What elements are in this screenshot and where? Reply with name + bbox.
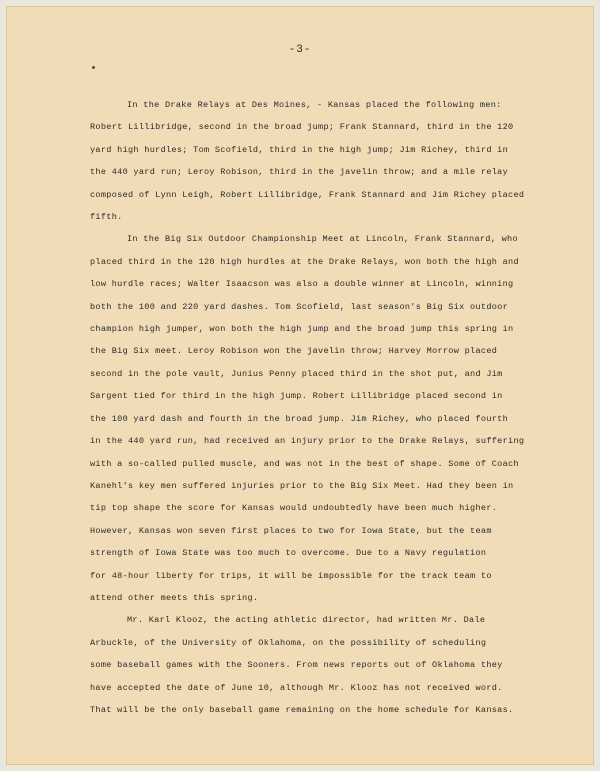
text-line: some baseball games with the Sooners. From news reports out of Oklahoma they xyxy=(90,660,503,671)
text-line: for 48-hour liberty for trips, it will be impossible for the track team to xyxy=(90,570,492,581)
text-line: the 440 yard run; Leroy Robison, third in the javelin throw; and a mile relay xyxy=(90,167,509,178)
ink-speck xyxy=(92,66,95,69)
document-page xyxy=(6,6,594,765)
text-line: Mr. Karl Klooz, the acting athletic director, had written Mr. Dale xyxy=(127,615,486,626)
text-line: in the 440 yard run, had received an injury prior to the Drake Relays, suffering xyxy=(90,436,525,447)
paragraph xyxy=(90,94,525,228)
body-text xyxy=(90,94,525,721)
text-line: have accepted the date of June 10, although Mr. Klooz has not received word. xyxy=(90,682,503,693)
text-line: Robert Lillibridge, second in the broad jump; Frank Stannard, third in the 120 xyxy=(90,122,514,133)
paragraph xyxy=(90,228,525,609)
text-line: That will be the only baseball game remaining on the home schedule for Kansas. xyxy=(90,704,514,715)
text-line: However, Kansas won seven first places to two for Iowa State, but the team xyxy=(90,525,492,536)
text-line: yard high hurdles; Tom Scofield, third in the high jump; Jim Richey, third in xyxy=(90,144,509,155)
paragraph xyxy=(90,609,520,721)
text-line: the Big Six meet. Leroy Robison won the javelin throw; Harvey Morrow placed xyxy=(90,346,498,357)
text-line: with a so-called pulled muscle, and was not in the best of shape. Some of Coach xyxy=(90,458,519,469)
text-line: champion high jumper, won both the high jump and the broad jump this spring in xyxy=(90,324,514,335)
text-line: placed third in the 120 high hurdles at the Drake Relays, won both the high and xyxy=(90,256,519,267)
text-line: second in the pole vault, Junius Penny placed third in the shot put, and Jim xyxy=(90,368,503,379)
text-line: both the 100 and 220 yard dashes. Tom Scofield, last season's Big Six outdoor xyxy=(90,301,509,312)
text-line: In the Big Six Outdoor Championship Meet at Lincoln, Frank Stannard, who xyxy=(127,234,518,245)
text-line: strength of Iowa State was too much to overcome. Due to a Navy regulation xyxy=(90,548,487,559)
text-line: tip top shape the score for Kansas would undoubtedly have been much higher. xyxy=(90,503,498,514)
text-line: attend other meets this spring. xyxy=(90,592,259,603)
text-line: Sargent tied for third in the high jump. Robert Lillibridge placed second in xyxy=(90,391,503,402)
text-line: In the Drake Relays at Des Moines, - Kansas placed the following men: xyxy=(127,100,502,110)
text-line: Kanehl's key men suffered injuries prior to the Big Six Meet. Had they been in xyxy=(90,480,514,491)
page-number: -3- xyxy=(288,44,312,56)
text-line: low hurdle races; Walter Isaacson was also a double winner at Lincoln, winning xyxy=(90,279,514,290)
text-line: composed of Lynn Leigh, Robert Lillibridge, Frank Stannard and Jim Richey placed xyxy=(90,189,525,200)
text-line: Arbuckle, of the University of Oklahoma, on the possibility of scheduling xyxy=(90,637,487,648)
text-line: fifth. xyxy=(90,212,123,223)
text-line: the 100 yard dash and fourth in the broad jump. Jim Richey, who placed fourth xyxy=(90,413,509,424)
